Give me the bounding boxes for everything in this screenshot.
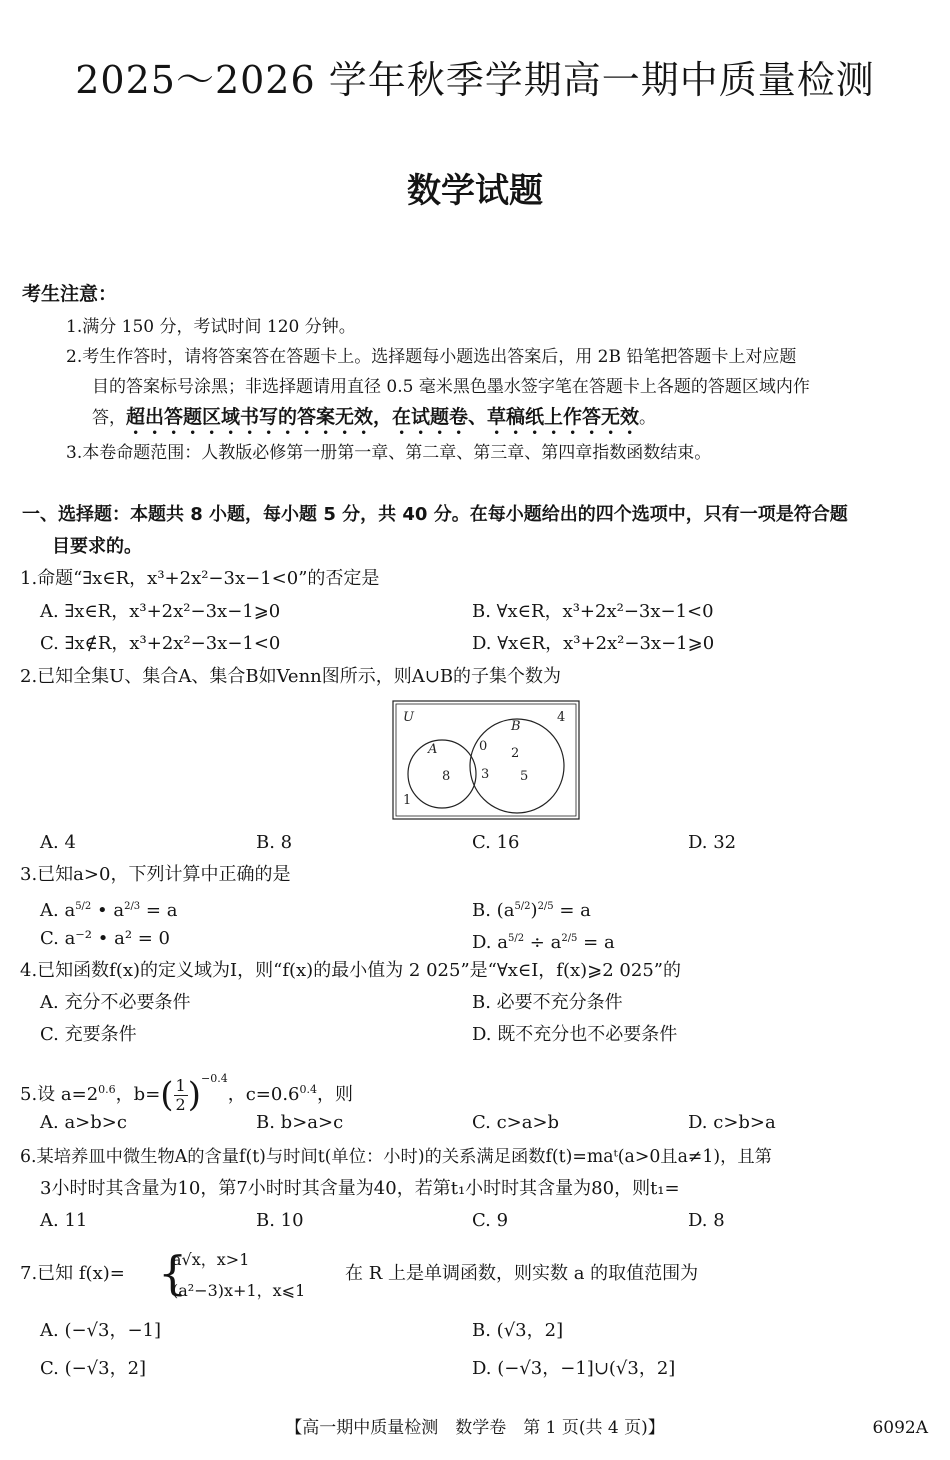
notice-emphasis: 超出答题区域书写的答案无效，在试题卷、草稿纸上作答无效: [126, 406, 640, 428]
q5-fraction-numerator: 1: [175, 1075, 186, 1095]
question-7-option-d: D. (−√3，−1]∪(√3，2]: [472, 1358, 676, 1379]
question-1-option-c: C. ∃x∉R，x³+2x²−3x−1<0: [40, 633, 281, 654]
question-3-option-b: [472, 892, 591, 926]
section-1-heading-line-1: 一、选择题：本题共 8 小题，每小题 5 分，共 40 分。在每小题给出的四个选项中，只有一项是符合题: [22, 504, 848, 525]
q3-a-end: = a: [140, 900, 178, 921]
notice-item-1: 1.满分 150 分，考试时间 120 分钟。: [66, 317, 356, 337]
question-6-option-c: C. 9: [472, 1210, 509, 1231]
question-6-stem-line-2: 3小时时其含量为10，第7小时时其含量为40，若第t₁小时时其含量为80，则t₁=: [40, 1178, 680, 1199]
q5-right-paren: ): [187, 1075, 201, 1115]
q3-b-base: B. (a: [472, 900, 515, 921]
question-5-option-c: C. c>a>b: [472, 1112, 560, 1133]
q5-fraction-denominator: 2: [175, 1094, 186, 1114]
question-1-option-d: D. ∀x∈R，x³+2x²−3x−1⩾0: [472, 633, 715, 654]
q3-a-exponent-1: 5/2: [75, 901, 92, 912]
question-4-stem: 4.已知函数f(x)的定义域为I，则“f(x)的最小值为 2 025”是“∀x∈I，f(x)⩾2 025”的: [20, 960, 681, 981]
question-2-option-a: A. 4: [40, 832, 76, 853]
question-1-stem: 1.命题“∃x∈R，x³+2x²−3x−1<0”的否定是: [20, 568, 380, 589]
q7-case-2: (a²−3)x+1，x⩽1: [172, 1281, 306, 1300]
q5-c-exponent: 0.4: [299, 1083, 318, 1096]
page-footer: 【高一期中质量检测 数学卷 第 1 页(共 4 页)】: [285, 1418, 665, 1438]
question-4-option-d: D. 既不充分也不必要条件: [472, 1024, 678, 1045]
question-2-option-d: D. 32: [688, 832, 737, 853]
notice-item-3: 3.本卷命题范围：人教版必修第一册第一章、第二章、第三章、第四章指数函数结束。: [66, 443, 712, 463]
question-5-stem: [20, 1064, 353, 1114]
venn-value-intersection-bottom: 3: [481, 767, 490, 782]
q7-case-1: a√x，x>1: [172, 1250, 250, 1269]
venn-universe-inner-box: [396, 704, 576, 816]
question-6-option-a: A. 11: [40, 1210, 88, 1231]
section-1-heading-line-2: 目要求的。: [52, 536, 142, 557]
question-7-option-b: B. (√3，2]: [472, 1320, 564, 1341]
q3-d-exponent-2: 2/5: [561, 933, 578, 944]
notice-item-2-line-2: 目的答案标号涂黑；非选择题请用直径 0.5 毫米黑色墨水签字笔在答题卡上各题的答题区域内作: [92, 377, 810, 397]
question-6-option-d: D. 8: [688, 1210, 725, 1231]
q5-fraction: [174, 1077, 188, 1114]
venn-value-intersection-top: 0: [479, 739, 488, 754]
venn-value-b-only-2: 5: [520, 769, 529, 784]
q3-d-exponent-1: 5/2: [507, 933, 525, 944]
question-4-option-c: C. 充要条件: [40, 1024, 137, 1045]
q3-b-middle: ): [530, 900, 538, 921]
question-3-option-a: [40, 892, 177, 926]
question-2-option-b: B. 8: [256, 832, 293, 853]
question-7-option-c: C. (−√3，2]: [40, 1358, 147, 1379]
q3-a-base: A. a: [40, 900, 76, 921]
question-4-option-a: A. 充分不必要条件: [40, 992, 191, 1013]
notice-item-2-line-3-end: 。: [639, 408, 657, 428]
venn-value-b-only-1: 2: [511, 746, 520, 761]
question-5-option-d: D. c>b>a: [688, 1112, 776, 1133]
subject-title: 数学试题: [407, 171, 543, 211]
q5-stem-end: ，则: [317, 1084, 354, 1105]
venn-label-a: A: [428, 742, 438, 757]
venn-value-outside-top: 4: [557, 710, 566, 725]
question-4-option-b: B. 必要不充分条件: [472, 992, 623, 1013]
venn-diagram: [392, 700, 580, 820]
q5-stem-b: ，b=: [115, 1084, 161, 1105]
venn-value-a-only: 8: [442, 769, 451, 784]
q3-a-middle: • a: [91, 900, 125, 921]
q3-d-middle: ÷ a: [524, 932, 562, 953]
q3-a-exponent-2: 2/3: [124, 901, 141, 912]
notice-heading: 考生注意：: [22, 283, 118, 305]
notice-item-2-line-1: 2.考生作答时，请将答案答在答题卡上。选择题每小题选出答案后，用 2B 铅笔把答题卡上对应题: [66, 347, 797, 367]
question-3-option-c: C. a⁻² • a² = 0: [40, 928, 171, 949]
paper-code: 6092A: [872, 1418, 928, 1438]
q5-left-paren: (: [160, 1075, 174, 1115]
question-7-stem-end: 在 R 上是单调函数，则实数 a 的取值范围为: [345, 1263, 699, 1284]
q5-b-exponent: −0.4: [201, 1072, 228, 1085]
q3-b-exponent-1: 5/2: [514, 901, 531, 912]
exam-title: 2025～2026 学年秋季学期高一期中质量检测: [75, 58, 875, 102]
question-1-option-b: B. ∀x∈R，x³+2x²−3x−1<0: [472, 601, 714, 622]
question-1-option-a: A. ∃x∈R，x³+2x²−3x−1⩾0: [40, 601, 281, 622]
notice-item-2-line-3: [92, 404, 656, 439]
question-7-stem-start: 7.已知 f(x)=: [20, 1263, 125, 1284]
question-5-option-a: A. a>b>c: [40, 1112, 127, 1133]
q3-b-exponent-2: 2/5: [537, 901, 554, 912]
q5-stem-a: 5.设 a=2: [20, 1084, 99, 1105]
notice-item-2-line-3-start: 答，: [92, 408, 126, 428]
question-2-stem: 2.已知全集U、集合A、集合B如Venn图所示，则A∪B的子集个数为: [20, 666, 562, 687]
venn-value-outside-bottom: 1: [403, 793, 412, 808]
question-3-stem: 3.已知a>0，下列计算中正确的是: [20, 864, 291, 885]
question-5-option-b: B. b>a>c: [256, 1112, 344, 1133]
q3-d-base: D. a: [472, 932, 508, 953]
question-7-option-a: A. (−√3，−1]: [40, 1320, 162, 1341]
q5-a-exponent: 0.6: [98, 1083, 116, 1096]
question-2-option-c: C. 16: [472, 832, 520, 853]
question-6-stem-line-1: 6.某培养皿中微生物A的含量f(t)与时间t(单位：小时)的关系满足函数f(t)=maᵗ(a>0且a≠1)，且第: [20, 1147, 772, 1167]
q3-b-end: = a: [553, 900, 591, 921]
question-3-option-d: [472, 924, 615, 958]
venn-label-u: U: [403, 710, 414, 725]
q5-stem-c: ，c=0.6: [227, 1084, 300, 1105]
q3-d-end: = a: [577, 932, 615, 953]
question-6-option-b: B. 10: [256, 1210, 304, 1231]
venn-label-b: B: [511, 719, 521, 734]
q7-piecewise-brace: {: [158, 1246, 188, 1300]
